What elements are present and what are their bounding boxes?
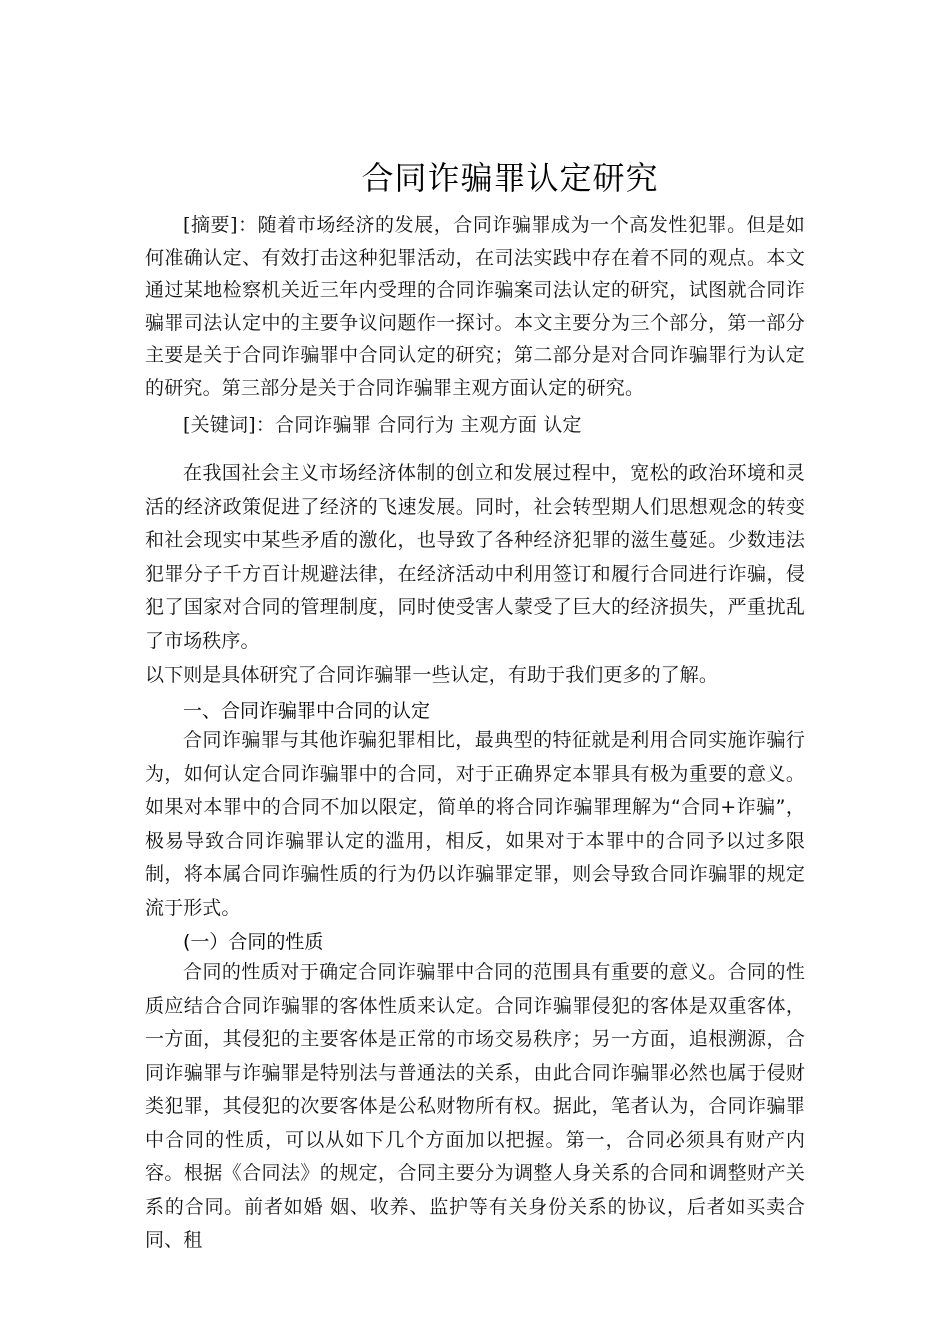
subsection-paragraph: 合同的性质对于确定合同诈骗罪中合同的范围具有重要的意义。合同的性质应结合合同诈骗罪的客体性质来认定。合同诈骗罪侵犯的客体是双重客体，一方面，其侵犯的主要客体是正常的市场交易秩序；另一方面，追根溯源，合同诈骗罪与诈骗罪是特别法与普通法的关系，由此合同诈骗罪必然也属于侵财类犯罪，其侵犯的次要客体是公私财物所有权。据此，笔者认为，合同诈骗罪中合同的性质，可以从如下几个方面加以把握。第一，合同必须具有财产内容。根据《合同法》的规定，合同主要分为调整人身关系的合同和调整财产关系的合同。前者如婚 姻、收养、监护等有关身份关系的协议，后者如买卖合同、租 (145, 961, 805, 1251)
keywords-label: [关键词]： (183, 414, 276, 436)
keywords-text: 合同诈骗罪 合同行为 主观方面 认定 (275, 414, 582, 436)
abstract-label: [摘要]： (183, 214, 258, 236)
keywords-section (145, 409, 805, 442)
section-paragraph: 合同诈骗罪与其他诈骗犯罪相比，最典型的特征就是利用合同实施诈骗行为，如何认定合同诈骗罪中的合同，对于正确界定本罪具有极为重要的意义。如果对本罪中的合同不加以限定，简单的将合同诈骗罪理解为“合同+诈骗”，极易导致合同诈骗罪认定的滥用，相反，如果对于本罪中的合同予以过多限制，将本属合同诈骗性质的行为仍以诈骗罪定罪，则会导致合同诈骗罪的规定流于形式。 (145, 729, 805, 919)
subsection-heading: (一）合同的性质 (183, 931, 324, 953)
intro-paragraph: 在我国社会主义市场经济体制的创立和发展过程中，宽松的政治环境和灵活的经济政策促进了经济的飞速发展。同时，社会转型期人们思想观念的转变和社会现实中某些矛盾的激化，也导致了各种经济犯罪的滋生蔓延。少数违法犯罪分子千方百计规避法律，在经济活动中利用签订和履行合同进行诈骗，侵犯了国家对合同的管理制度，同时使受害人蒙受了巨大的经济损失，严重扰乱了市场秩序。 (145, 462, 805, 652)
document-title: 合同诈骗罪认定研究 (361, 159, 659, 197)
transition-line: 以下则是具体研究了合同诈骗罪一些认定，有助于我们更多的了解。 (145, 664, 719, 686)
abstract-text: 随着市场经济的发展，合同诈骗罪成为一个高发性犯罪。但是如何准确认定、有效打击这种犯罪活动，在司法实践中存在着不同的观点。本文通过某地检察机关近三年内受理的合同诈骗案司法认定的研究，试图就合同诈骗罪司法认定中的主要争议问题作一探讨。本文主要分为三个部分，第一部分主要是关于合同诈骗罪中合同认定的研究；第二部分是对合同诈骗罪行为认定的研究。第三部分是关于合同诈骗罪主观方面认定的研究。 (145, 214, 805, 399)
section-heading: 一、合同诈骗罪中合同的认定 (183, 700, 431, 722)
abstract-section (145, 209, 805, 404)
